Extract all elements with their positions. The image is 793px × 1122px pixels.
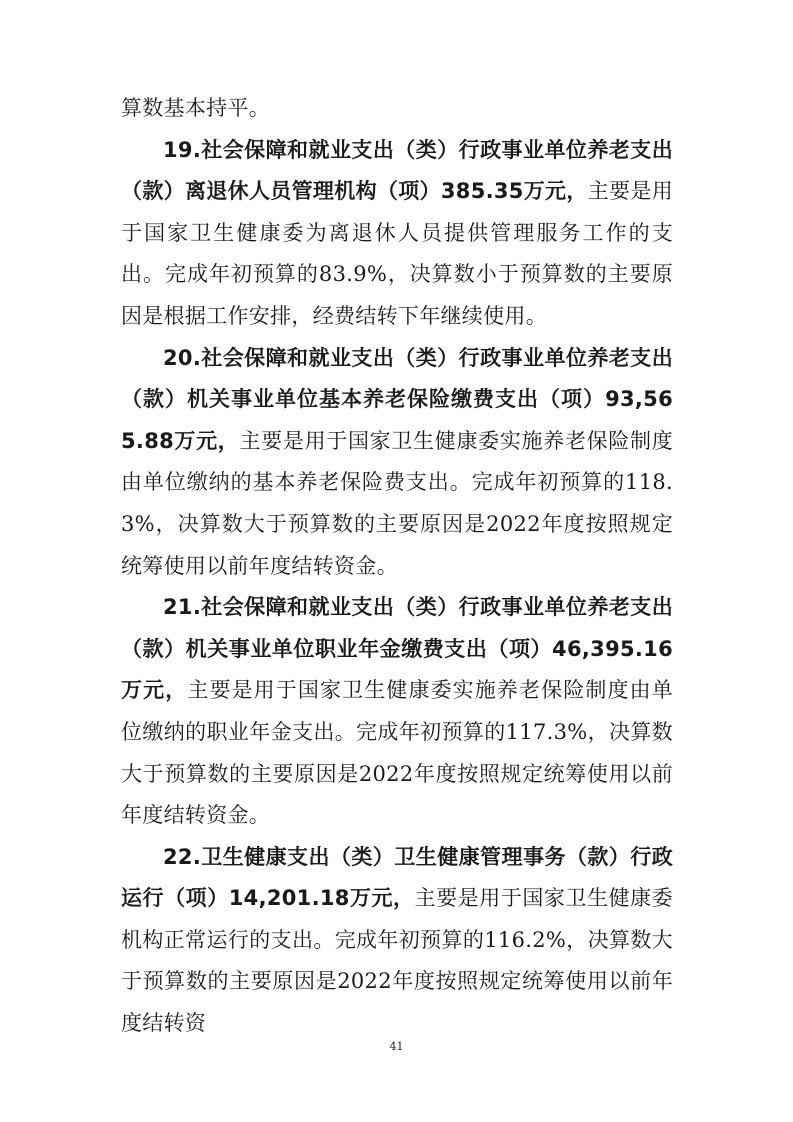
paragraph-heading: 19.社会保障和就业支出（类）行政事业单位养老支出（款）离退休人员管理机构（项）385.35万元， bbox=[121, 137, 673, 204]
paragraph-item-20 bbox=[121, 338, 673, 588]
paragraph-body: 主要是用于国家卫生健康委实施养老保险制度由单位缴纳的职业年金支出。完成年初预算的117.3%，决算数大于预算数的主要原因是2022年度按照规定统筹使用以前年度结转资金。 bbox=[121, 678, 673, 828]
paragraph-item-21 bbox=[121, 587, 673, 837]
paragraph-item-22 bbox=[121, 837, 673, 1045]
document-page bbox=[121, 88, 673, 1045]
paragraph-body: 算数基本持平。 bbox=[121, 96, 271, 120]
page-number: 41 bbox=[389, 1040, 404, 1053]
paragraph-continuation bbox=[121, 88, 673, 130]
paragraph-body: 主要是用于国家卫生健康委机构正常运行的支出。完成年初预算的116.2%，决算数大于预算数的主要原因是2022年度按照规定统筹使用以前年度结转资 bbox=[121, 886, 673, 1036]
paragraph-item-19 bbox=[121, 130, 673, 338]
paragraph-heading: 22.卫生健康支出（类）卫生健康管理事务（款）行政运行（项）14,201.18万元， bbox=[121, 844, 673, 911]
paragraph-heading: 21.社会保障和就业支出（类）行政事业单位养老支出（款）机关事业单位职业年金缴费支出（项）46,395.16万元， bbox=[121, 595, 673, 703]
paragraph-body: 主要是用于国家卫生健康委为离退休人员提供管理服务工作的支出。完成年初预算的83.9%，决算数小于预算数的主要原因是根据工作安排，经费结转下年继续使用。 bbox=[121, 179, 673, 328]
paragraph-body: 主要是用于国家卫生健康委实施养老保险制度由单位缴纳的基本养老保险费支出。完成年初预算的118.3%，决算数大于预算数的主要原因是2022年度按照规定统筹使用以前年度结转资金。 bbox=[121, 428, 673, 578]
paragraph-heading: 20.社会保障和就业支出（类）行政事业单位养老支出（款）机关事业单位基本养老保险缴费支出（项）93,565.88万元， bbox=[121, 345, 673, 453]
